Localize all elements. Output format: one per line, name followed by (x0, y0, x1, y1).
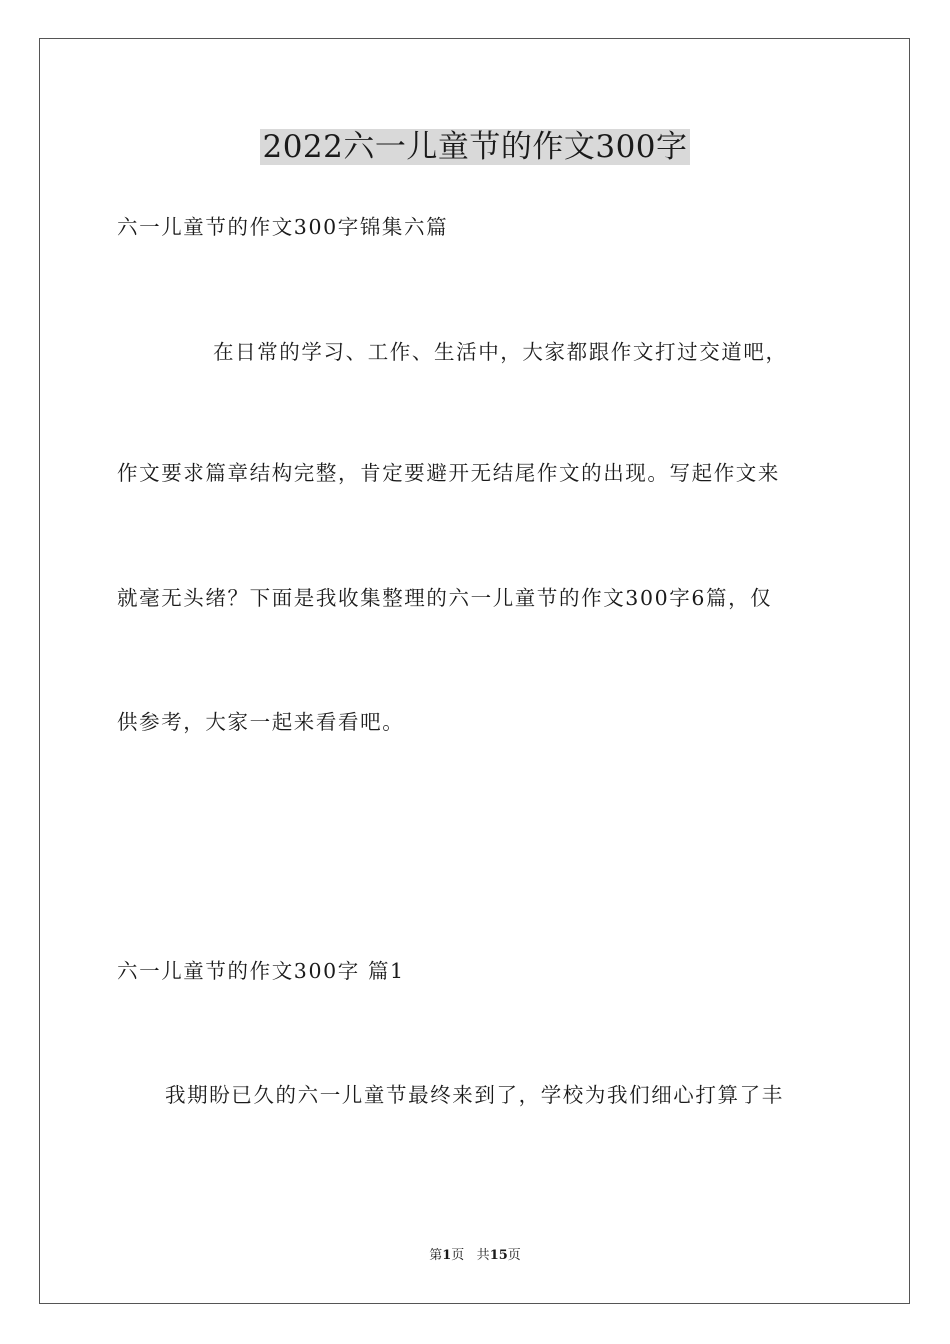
page-footer (0, 1246, 950, 1266)
document-subtitle: 六一儿童节的作文300字锦集六篇 (117, 215, 449, 239)
intro-line-3: 就毫无头绪？下面是我收集整理的六一儿童节的作文300字6篇，仅 (117, 586, 773, 610)
footer-total-pages: 15 (489, 1248, 508, 1263)
intro-line-2: 作文要求篇章结构完整，肯定要避开无结尾作文的出现。写起作文来 (117, 461, 780, 485)
document-title-text: 2022六一儿童节的作文300字 (262, 129, 688, 165)
footer-total-suffix: 页 (507, 1248, 521, 1263)
intro-line-4: 供参考，大家一起来看看吧。 (117, 710, 405, 734)
footer-page-suffix: 页 (451, 1248, 465, 1263)
footer-page-number: 1 (442, 1248, 452, 1263)
document-title (0, 124, 950, 170)
footer-page-prefix: 第 (429, 1248, 443, 1263)
footer-total-prefix: 共 (476, 1248, 490, 1263)
section-first-line: 我期盼已久的六一儿童节最终来到了，学校为我们细心打算了丰 (165, 1083, 784, 1107)
section-heading: 六一儿童节的作文300字 篇1 (117, 959, 405, 983)
intro-line-1: 在日常的学习、工作、生活中，大家都跟作文打过交道吧， (213, 340, 788, 364)
